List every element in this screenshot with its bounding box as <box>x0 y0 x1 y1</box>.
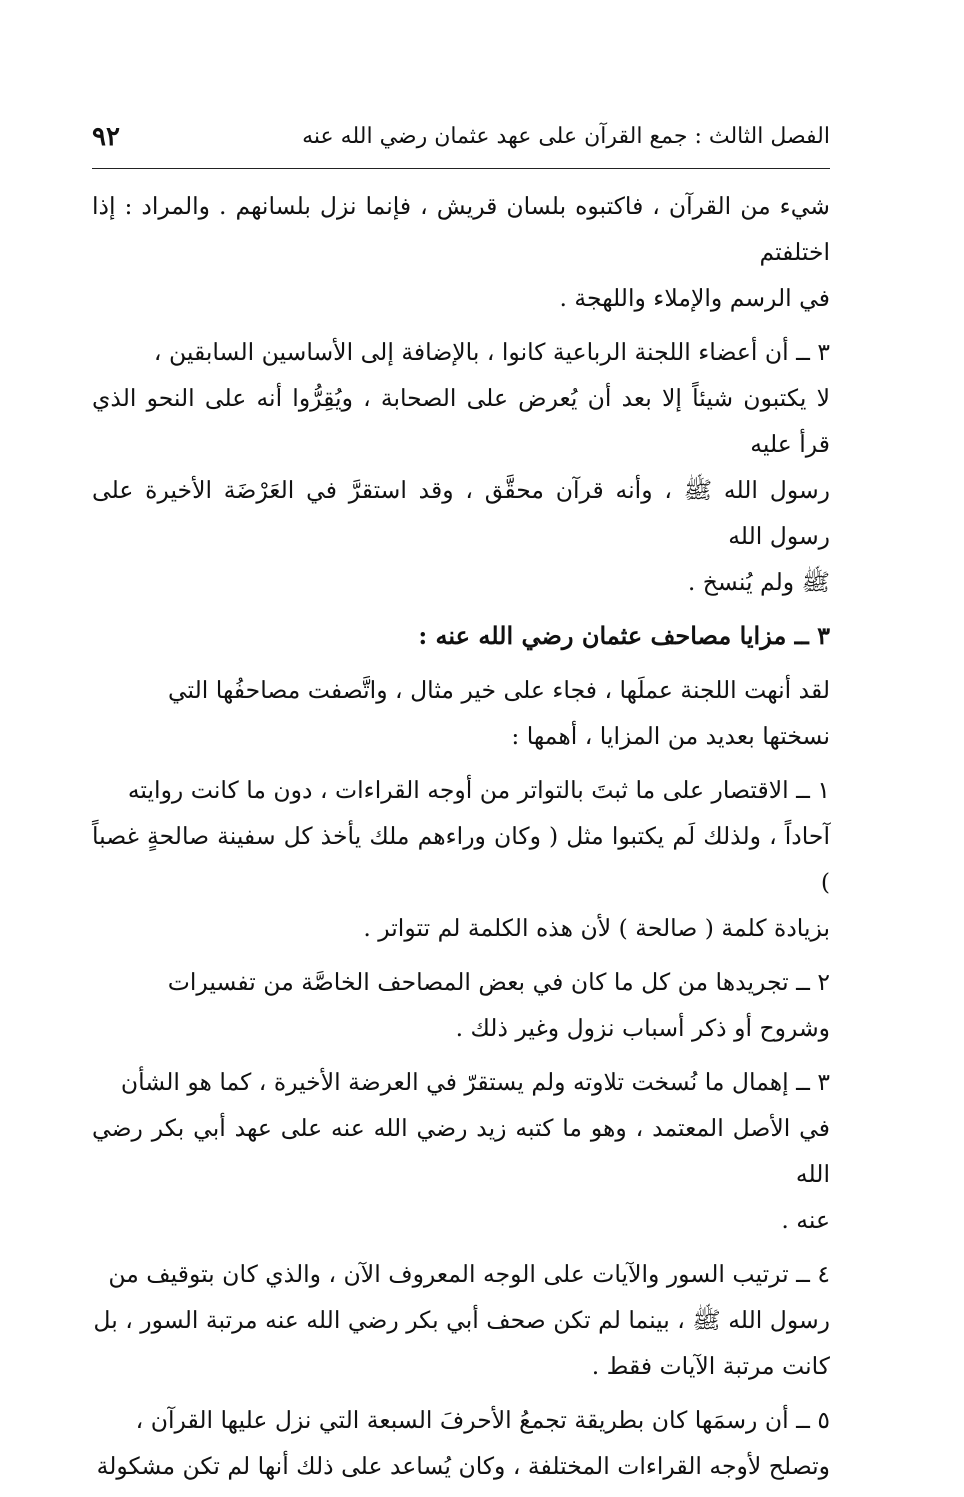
section-heading: ٣ ــ مزايا مصاحف عثمان رضي الله عنه : <box>418 621 830 650</box>
paragraph-feature-1 <box>92 767 830 951</box>
text-line: لا يكتبون شيئاً إلا بعد أن يُعرض على الصحابة ، ويُقِرُّوا أنه على النحو الذي قرأ عليه <box>92 384 830 458</box>
text-line: بزيادة كلمة ( صالحة ) لأن هذه الكلمة لم تتواتر . <box>363 914 830 942</box>
text-line: نسختها بعديد من المزايا ، أهمها : <box>511 722 830 750</box>
paragraph-feature-3 <box>92 1059 830 1243</box>
text-line: آحاداً ، ولذلك لَم يكتبوا مثل ( وكان وراءهم ملك يأخذ كل سفينة صالحةٍ غصباً ) <box>92 822 830 896</box>
chapter-title: الفصل الثالث : جمع القرآن على عهد عثمان رضي الله عنه <box>302 124 830 149</box>
paragraph-continuation <box>92 183 830 321</box>
text-line: ١ ــ الاقتصار على ما ثبتَ بالتواتر من أوجه القراءات ، دون ما كانت روايته <box>127 776 830 804</box>
text-line: لقد أنهت اللجنة عملَها ، فجاء على خير مثال ، واتَّصفت مصاحفُها التي <box>167 676 830 704</box>
text-line: ٣ ــ أن أعضاء اللجنة الرباعية كانوا ، بالإضافة إلى الأساسين السابقين ، <box>153 338 830 366</box>
text-line: ٥ ــ أن رسمَها كان بطريقة تجمعُ الأحرفَ السبعة التي نزل عليها القرآن ، <box>135 1406 830 1434</box>
text-line: رسول الله ﷺ ، وأنه قرآن محقَّق ، وقد استقرَّ في العَرْضَة الأخيرة على رسول الله <box>92 476 830 550</box>
text-line: في الأصل المعتمد ، وهو ما كتبه زيد رضي الله عنه على عهد أبي بكر رضي الله <box>92 1114 830 1188</box>
text-line: شيء من القرآن ، فاكتبوه بلسان قريش ، فإنما نزل بلسانهم . والمراد : إذا اختلفتم <box>92 192 830 266</box>
page-number: ٩٢ <box>92 122 120 152</box>
text-line: ٢ ــ تجريدها من كل ما كان في بعض المصاحف الخاصَّة من تفسيرات <box>167 968 830 996</box>
text-line: ﷺ ولم يُنسخ . <box>687 568 830 596</box>
text-line: ٤ ــ ترتيب السور والآيات على الوجه المعروف الآن ، والذي كان بتوقيف من <box>108 1260 830 1288</box>
text-line: وشروح أو ذكر أسباب نزول وغير ذلك . <box>455 1014 830 1042</box>
paragraph-feature-5 <box>92 1397 830 1489</box>
paragraph-feature-2 <box>92 959 830 1051</box>
text-line: رسول الله ﷺ ، بينما لم تكن صحف أبي بكر رضي الله عنه مرتبة السور ، بل <box>93 1306 830 1334</box>
text-line: في الرسم والإملاء واللهجة . <box>559 284 830 312</box>
header-divider <box>92 168 830 169</box>
paragraph-intro <box>92 667 830 759</box>
paragraph-feature-4 <box>92 1251 830 1389</box>
text-line: ٣ ــ إهمال ما نُسخت تلاوته ولم يستقرّ في العرضة الأخيرة ، كما هو الشأن <box>120 1068 830 1096</box>
paragraph-item-3 <box>92 329 830 605</box>
text-line: كانت مرتبة الآيات فقط . <box>591 1352 830 1380</box>
text-line: وتصلح لأوجه القراءات المختلفة ، وكان يُساعد على ذلك أنها لم تكن مشكولة <box>96 1452 830 1480</box>
running-header <box>92 120 830 160</box>
body-text <box>92 183 830 1497</box>
text-line: عنه . <box>781 1206 830 1234</box>
